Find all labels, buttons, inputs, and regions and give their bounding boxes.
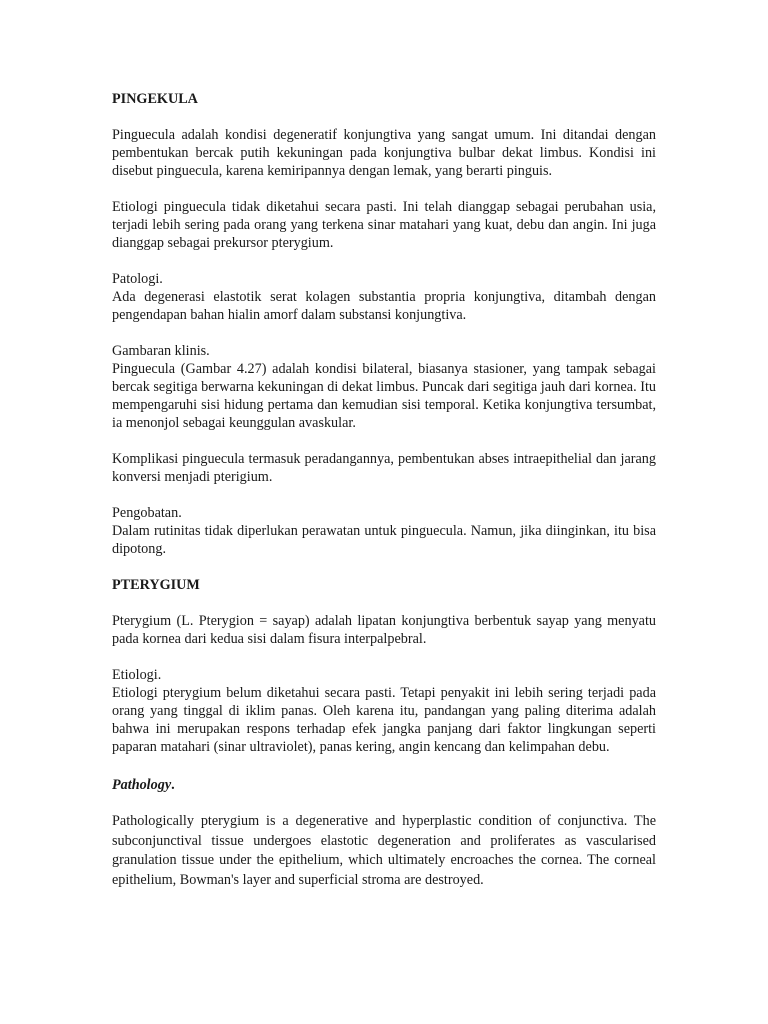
document-body bbox=[112, 90, 656, 890]
paragraph-pinguecula-complications: Komplikasi pinguecula termasuk peradangannya, pembentukan abses intraepithelial dan jarang konversi menjadi pterigium. bbox=[112, 451, 656, 485]
label-gambaran-klinis: Gambaran klinis. bbox=[112, 343, 210, 359]
paragraph-pinguecula-intro: Pinguecula adalah kondisi degeneratif konjungtiva yang sangat umum. Ini ditandai dengan pembentukan bercak putih kekuningan pada konjungtiva bulbar dekat limbus. Kondisi ini disebut pinguecula, karena kemiripannya dengan lemak, yang berarti pinguis. bbox=[112, 127, 656, 179]
label-patologi: Patologi. bbox=[112, 271, 163, 287]
section-heading-pterygium: PTERYGIUM bbox=[112, 577, 200, 593]
paragraph-pinguecula-pathology: Ada degenerasi elastotik serat kolagen substantia propria konjungtiva, ditambah dengan pengendapan bahan hialin amorf dalam substansi konjungtiva. bbox=[112, 289, 656, 323]
pathology-heading-dot: . bbox=[171, 777, 175, 793]
paragraph-pinguecula-etiology: Etiologi pinguecula tidak diketahui secara pasti. Ini telah dianggap sebagai perubahan usia, terjadi lebih sering pada orang yang terkena sinar matahari yang kuat, debu dan angin. Ini juga dianggap sebagai prekursor pterygium. bbox=[112, 199, 656, 251]
label-pengobatan: Pengobatan. bbox=[112, 505, 182, 521]
section-heading-pingekula: PINGEKULA bbox=[112, 91, 198, 107]
paragraph-pinguecula-clinical: Pinguecula (Gambar 4.27) adalah kondisi bilateral, biasanya stasioner, yang tampak sebagai bercak segitiga berwarna kekuningan di dekat limbus. Puncak dari segitiga jauh dari kornea. Itu mempengaruhi sisi hidung pertama dan kemudian sisi temporal. Ketika konjungtiva tersumbat, ia menonjol sebagai keunggulan avaskular. bbox=[112, 361, 656, 431]
pathology-heading-text: Pathology bbox=[112, 777, 172, 793]
paragraph-pterygium-intro: Pterygium (L. Pterygion = sayap) adalah lipatan konjungtiva berbentuk sayap yang menyatu pada kornea dari kedua sisi dalam fisura interpalpebral. bbox=[112, 613, 656, 647]
subheading-pathology bbox=[112, 776, 656, 794]
label-etiologi: Etiologi. bbox=[112, 667, 162, 683]
paragraph-pterygium-etiology: Etiologi pterygium belum diketahui secara pasti. Tetapi penyakit ini lebih sering terjadi pada orang yang tinggal di iklim panas. Oleh karena itu, pandangan yang paling diterima adalah bahwa ini merupakan respons terhadap efek jangka panjang dari faktor lingkungan seperti paparan matahari (sinar ultraviolet), panas kering, angin kencang dan kelimpahan debu. bbox=[112, 685, 656, 755]
paragraph-pinguecula-treatment: Dalam rutinitas tidak diperlukan perawatan untuk pinguecula. Namun, jika diinginkan, itu bisa dipotong. bbox=[112, 523, 656, 557]
paragraph-pterygium-pathology: Pathologically pterygium is a degenerative and hyperplastic condition of conjunctiva. The subconjunctival tissue undergoes elastotic degeneration and proliferates as vascularised granulation tissue under the epithelium, which ultimately encroaches the cornea. The corneal epithelium, Bowman's layer and superficial stroma are destroyed. bbox=[112, 813, 656, 888]
english-section bbox=[112, 776, 656, 890]
